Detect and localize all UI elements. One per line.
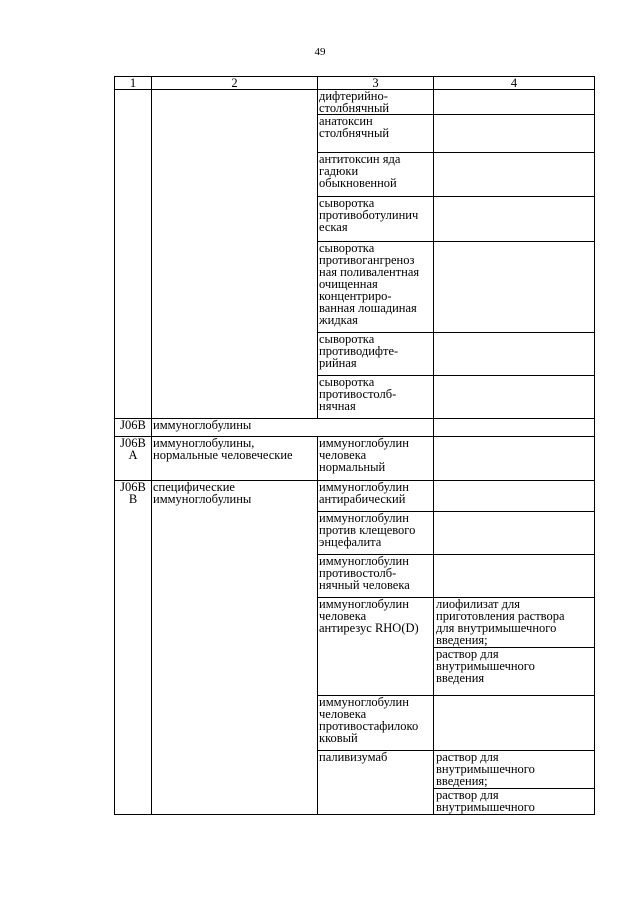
dosage-form-entry xyxy=(434,481,594,482)
drug-name-cell: сыворотка противостолб- нячная xyxy=(318,376,434,419)
dosage-form-cell xyxy=(434,481,595,512)
column-4-header: 4 xyxy=(434,77,595,90)
dosage-form-cell xyxy=(434,333,595,376)
dosage-form-cell xyxy=(434,512,595,555)
atc-code-cell: J06B B xyxy=(115,481,152,815)
table-row xyxy=(115,90,595,115)
drug-name-cell: сыворотка противодифте- рийная xyxy=(318,333,434,376)
drug-name-cell: сыворотка противоботулинич еская xyxy=(318,197,434,242)
dosage-form-entry xyxy=(434,555,594,556)
dosage-form-cell xyxy=(434,376,595,419)
atc-group-cell: иммуноглобулины, нормальные человеческие xyxy=(152,437,318,481)
dosage-form-cell xyxy=(434,696,595,751)
drug-name-cell: иммуноглобулин противостолб- нячный человека xyxy=(318,555,434,598)
dosage-form-entry xyxy=(434,437,594,438)
dosage-form-cell xyxy=(434,115,595,153)
drug-name-cell: иммуноглобулин человека противостафилоко кковый xyxy=(318,696,434,751)
table-row xyxy=(115,481,595,512)
dosage-form-entry xyxy=(434,242,594,243)
drug-name-cell: анатоксин столбнячный xyxy=(318,115,434,153)
dosage-form-entry: раствор для внутримышечного xyxy=(434,788,594,814)
dosage-form-cell xyxy=(434,751,595,815)
dosage-form-cell xyxy=(434,555,595,598)
drug-name-cell: иммуноглобулин антирабический xyxy=(318,481,434,512)
dosage-form-cell xyxy=(434,90,595,115)
drug-name-cell: иммуноглобулин против клещевого энцефалита xyxy=(318,512,434,555)
dosage-form-cell xyxy=(434,153,595,197)
column-2-header: 2 xyxy=(152,77,318,90)
column-1-header: 1 xyxy=(115,77,152,90)
atc-group-cell: специфические иммуноглобулины xyxy=(152,481,318,815)
column-number-row xyxy=(115,77,595,90)
dosage-form-cell xyxy=(434,419,595,437)
dosage-form-cell xyxy=(434,598,595,696)
table-row xyxy=(115,419,595,437)
atc-code-cell: J06B A xyxy=(115,437,152,481)
dosage-form-entry xyxy=(434,90,594,91)
dosage-form-entry xyxy=(434,197,594,198)
atc-group-cell: иммуноглобулины xyxy=(152,419,434,437)
dosage-form-entry xyxy=(434,153,594,154)
dosage-form-entry xyxy=(434,696,594,697)
dosage-form-entry xyxy=(434,333,594,334)
atc-code-cell xyxy=(115,90,152,419)
drug-name-cell: иммуноглобулин человека антирезус RHO(D) xyxy=(318,598,434,696)
dosage-form-entry: лиофилизат для приготовления раствора для внутримышечного введения; xyxy=(436,597,565,647)
page-number: 49 xyxy=(314,46,326,58)
dosage-form-entry: раствор для внутримышечного введения; xyxy=(436,750,535,788)
table-body xyxy=(115,90,595,815)
dosage-form-entry: раствор для внутримышечного введения xyxy=(434,647,594,685)
column-3-header: 3 xyxy=(318,77,434,90)
dosage-form-entry xyxy=(434,376,594,377)
drug-name-cell: иммуноглобулин человека нормальный xyxy=(318,437,434,481)
drug-table xyxy=(114,76,595,815)
dosage-form-entry xyxy=(434,512,594,513)
dosage-form-cell xyxy=(434,197,595,242)
dosage-form-cell xyxy=(434,242,595,333)
table-row xyxy=(115,437,595,481)
drug-name-cell: антитоксин яда гадюки обыкновенной xyxy=(318,153,434,197)
atc-code-cell: J06B xyxy=(115,419,152,437)
dosage-form-cell xyxy=(434,437,595,481)
dosage-form-entry xyxy=(434,115,594,116)
drug-name-cell: паливизумаб xyxy=(318,751,434,815)
drug-name-cell: дифтерийно- столбнячный xyxy=(318,90,434,115)
drug-name-cell: сыворотка противогангреноз ная поливалентная очищенная концентриро- ванная лошадиная жидкая xyxy=(318,242,434,333)
atc-group-cell xyxy=(152,90,318,419)
